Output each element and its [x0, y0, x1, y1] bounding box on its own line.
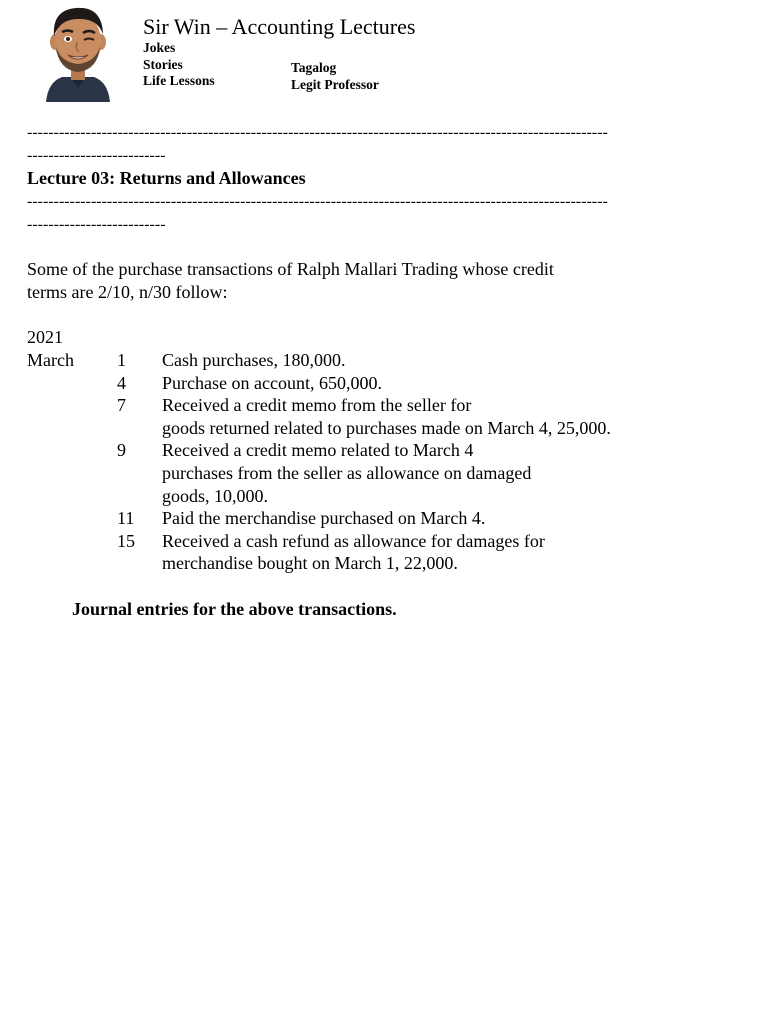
page-title: Sir Win – Accounting Lectures	[143, 14, 416, 39]
transaction-description	[162, 530, 737, 575]
transaction-description	[162, 394, 737, 439]
transaction-row	[27, 372, 737, 395]
transaction-row	[27, 439, 737, 507]
transaction-line: Received a cash refund as allowance for damages for	[162, 530, 545, 551]
transaction-line: Received a credit memo from the seller for	[162, 395, 472, 416]
transaction-row	[27, 394, 737, 439]
transaction-line: Cash purchases, 180,000.	[162, 350, 346, 370]
divider-top-line-1: -------------------------------------------------------------------------------------------------------------	[27, 124, 608, 141]
intro-paragraph	[27, 258, 717, 303]
transaction-row	[27, 530, 737, 575]
transaction-line: Received a credit memo related to March 4	[162, 440, 474, 461]
transaction-description	[162, 372, 737, 395]
tag-stories: Stories	[143, 56, 183, 72]
divider-bottom-line-2: --------------------------	[27, 216, 166, 233]
transaction-list	[27, 349, 737, 575]
transaction-day: 11	[117, 508, 135, 529]
tag-tagalog: Tagalog	[291, 60, 337, 75]
transaction-description	[162, 349, 737, 372]
transaction-description	[162, 507, 737, 530]
intro-line-1: Some of the purchase transactions of Ralph Mallari Trading whose credit	[27, 259, 554, 279]
transaction-line: goods, 10,000.	[162, 485, 269, 506]
transaction-line: merchandise bought on March 1, 22,000.	[162, 553, 458, 574]
transaction-line: Paid the merchandise purchased on March 4.	[162, 508, 486, 529]
closing-instruction: Journal entries for the above transactions.	[72, 599, 397, 619]
tag-jokes: Jokes	[143, 40, 176, 55]
divider-top-line-2: --------------------------	[27, 147, 166, 164]
transaction-day: 1	[117, 350, 126, 370]
transaction-day: 15	[117, 530, 135, 551]
tag-list-right	[291, 60, 379, 93]
transaction-line: purchases from the seller as allowance on damaged	[162, 462, 532, 483]
transaction-row	[27, 349, 737, 372]
transaction-day: 4	[117, 372, 126, 393]
tag-legit-professor: Legit Professor	[291, 76, 379, 92]
intro-line-2: terms are 2/10, n/30 follow:	[27, 281, 228, 302]
transaction-description	[162, 439, 737, 507]
transaction-line: Purchase on account, 650,000.	[162, 372, 382, 393]
month-label: March	[27, 350, 74, 370]
year-label: 2021	[27, 327, 63, 347]
divider-bottom-line-1: -------------------------------------------------------------------------------------------------------------	[27, 193, 608, 210]
transaction-day: 9	[117, 440, 126, 461]
lecture-title: Lecture 03: Returns and Allowances	[27, 168, 306, 188]
tag-list-left	[143, 40, 215, 90]
avatar-memoji-icon	[42, 2, 114, 102]
transaction-line: goods returned related to purchases made on March 4, 25,000.	[162, 417, 611, 438]
transaction-row	[27, 507, 737, 530]
transaction-day: 7	[117, 395, 126, 416]
tag-life-lessons: Life Lessons	[143, 73, 215, 88]
